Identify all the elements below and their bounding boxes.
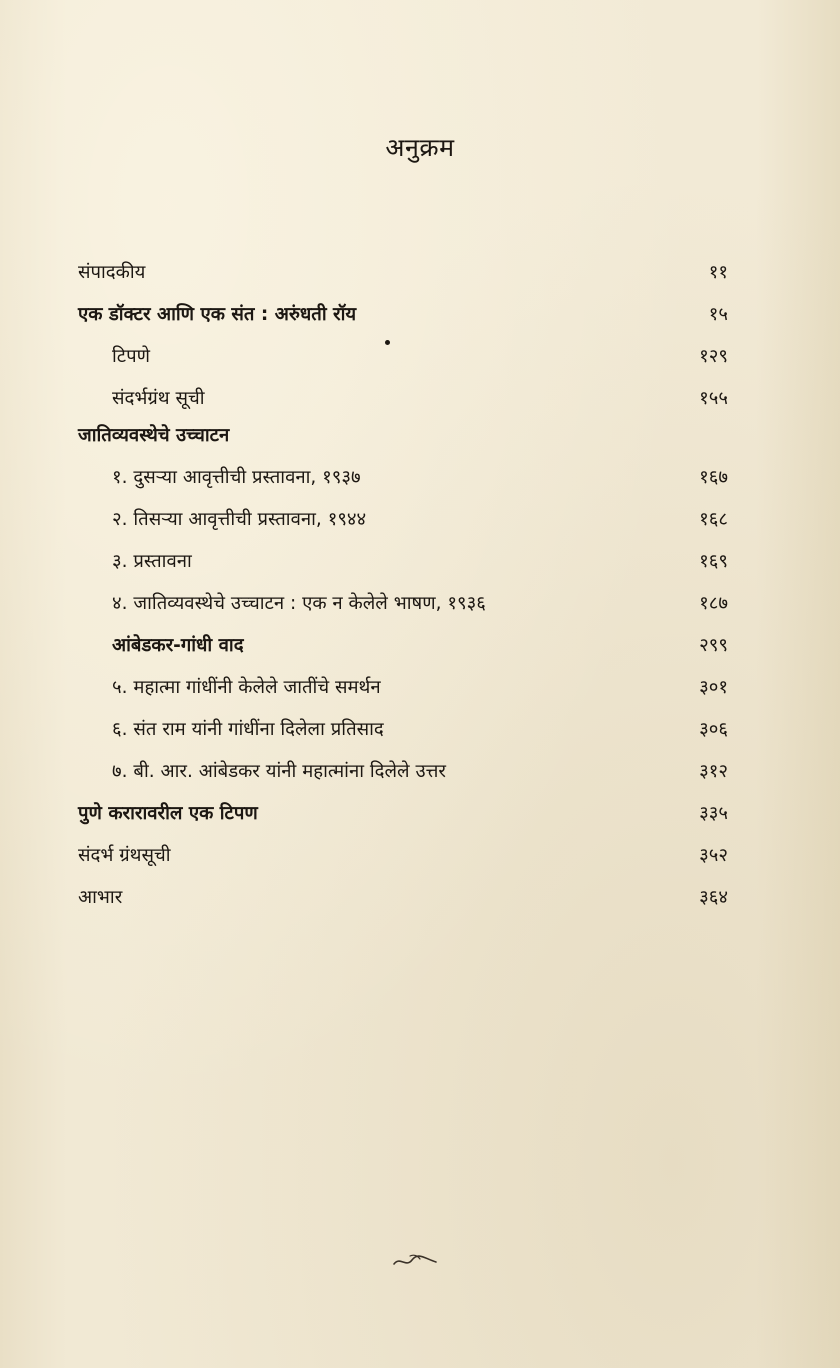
toc-entry-page: ३०१ <box>699 677 728 698</box>
toc-entry-bibliography <box>78 384 728 421</box>
toc-entry-label: ४. जातिव्यवस्थेचे उच्चाटन : एक न केलेले भाषण, १९३६ <box>112 593 486 614</box>
toc-entry-page: ३३५ <box>699 803 728 824</box>
toc-entry-page: ३०६ <box>699 719 728 740</box>
toc-entry-label: ६. संत राम यांनी गांधींना दिलेला प्रतिसाद <box>112 719 384 740</box>
toc-entry-undelivered-speech <box>78 589 728 631</box>
toc-entry-page: ११ <box>708 262 728 283</box>
toc-section-annihilation-of-caste <box>78 421 728 463</box>
toc-entry-label: १. दुसऱ्या आवृत्तीची प्रस्तावना, १९३७ <box>112 467 361 488</box>
toc-entry-label: पुणे करारावरील एक टिपण <box>78 803 258 824</box>
toc-entry-preface-second-edition <box>78 463 728 505</box>
toc-entry-page: १६७ <box>699 467 728 488</box>
toc-entry-page: १५५ <box>699 388 728 409</box>
toc-entry-page: १५ <box>708 304 728 325</box>
toc-entry-preface-third-edition <box>78 505 728 547</box>
toc-entry-acknowledgements <box>78 883 728 925</box>
toc-entry-page: १६८ <box>699 509 728 530</box>
toc-entry-label: संपादकीय <box>78 262 146 283</box>
ornament-flourish-icon <box>390 1250 440 1272</box>
page-title: अनुक्रम <box>385 133 455 162</box>
toc-entry-label: ३. प्रस्तावना <box>112 551 192 572</box>
toc-entry-page: ३५२ <box>699 845 728 866</box>
toc-entry-page: ३१२ <box>699 761 728 782</box>
toc-entry-page: १८७ <box>699 593 728 614</box>
toc-entry-page: २९९ <box>699 635 728 656</box>
toc-entry-gandhi-defence-of-caste <box>78 673 728 715</box>
toc-entry-editorial <box>78 258 728 300</box>
toc-entry-preface <box>78 547 728 589</box>
toc-entry-label: आभार <box>78 887 123 908</box>
toc-entry-label: टिपणे <box>112 346 150 367</box>
toc-entry-page: ३६४ <box>699 887 728 908</box>
toc-entry-references <box>78 841 728 883</box>
toc-entry-ambedkar-reply <box>78 757 728 799</box>
toc-entry-label: ५. महात्मा गांधींनी केलेले जातींचे समर्थन <box>112 677 381 698</box>
toc-entry-label: ७. बी. आर. आंबेडकर यांनी महात्मांना दिलेले उत्तर <box>112 761 446 782</box>
toc-entry-label: संदर्भ ग्रंथसूची <box>78 845 171 866</box>
toc-entry-page: १२९ <box>699 346 728 367</box>
toc-section-ambedkar-gandhi-debate <box>78 631 728 673</box>
toc-entry-doctor-and-saint <box>78 300 728 342</box>
toc-entry-notes <box>78 342 728 384</box>
toc-entry-poona-pact-note <box>78 799 728 841</box>
toc-entry-label: संदर्भग्रंथ सूची <box>112 388 205 409</box>
toc-entry-label: आंबेडकर-गांधी वाद <box>112 635 244 656</box>
toc-entry-label: एक डॉक्टर आणि एक संत : अरुंधती रॉय <box>78 304 357 325</box>
toc-entry-label: जातिव्यवस्थेचे उच्चाटन <box>78 425 230 446</box>
table-of-contents <box>78 258 728 925</box>
toc-entry-sant-ram-reply <box>78 715 728 757</box>
toc-entry-page: १६९ <box>699 551 728 572</box>
toc-entry-label: २. तिसऱ्या आवृत्तीची प्रस्तावना, १९४४ <box>112 509 367 530</box>
